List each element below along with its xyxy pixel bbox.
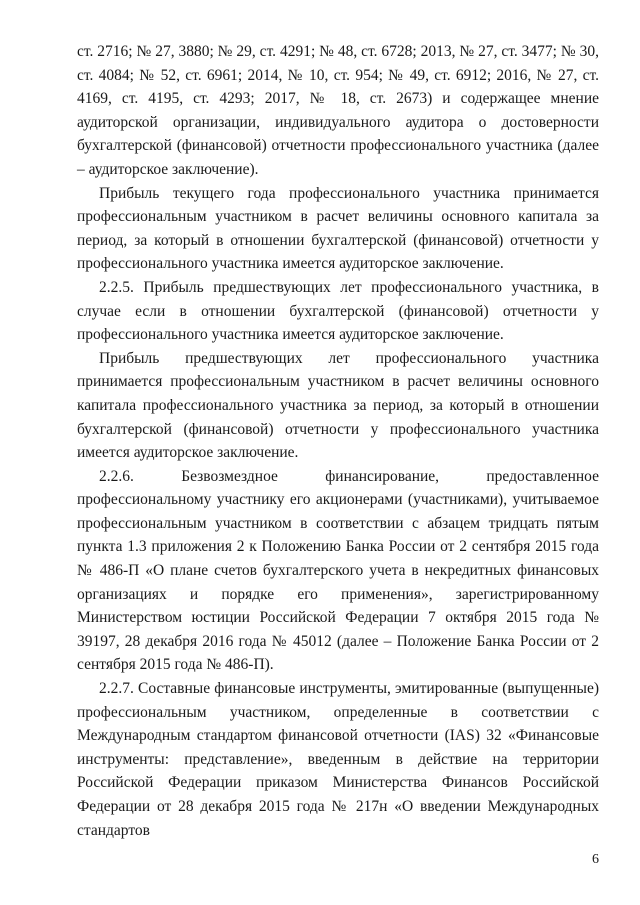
- document-page: [77, 40, 599, 842]
- paragraph-continuation: ст. 2716; № 27, 3880; № 29, ст. 4291; № 48, ст. 6728; 2013, № 27, ст. 3477; № 30, ст. 4084; № 52, ст. 6961; 2014, № 10, ст. 954; № 49, ст. 6912; 2016, № 27, ст. 4169, ст. 4195, ст. 4293; 2017, № 18, ст. 2673) и содержащее мнение аудиторской организации, индивидуального аудитора о достоверности бухгалтерской (финансовой) отчетности профессионального участника (далее – аудиторское заключение).: [77, 43, 599, 178]
- paragraph-2-2-6: 2.2.6. Безвозмездное финансирование, предоставленное профессиональному участнику его акционерами (участниками), учитываемое профессиональным участником в соответствии с абзацем тридцать пятым пункта 1.3 приложения 2 к Положению Банка России от 2 сентября 2015 года № 486-П «О плане счетов бухгалтерского учета в некредитных финансовых организациях и порядке его применения», зарегистрированному Министерством юстиции Российской Федерации 7 октября 2015 года № 39197, 28 декабря 2016 года № 45012 (далее – Положение Банка России от 2 сентября 2015 года № 486-П).: [77, 467, 599, 674]
- page-number: 6: [592, 852, 599, 867]
- paragraph-current-year-profit: Прибыль текущего года профессионального участника принимается профессиональным участником в расчет величины основного капитала за период, за который в отношении бухгалтерской (финансовой) отчетности у профессионального участника имеется аудиторское заключение.: [77, 184, 599, 273]
- paragraph-previous-years-profit: Прибыль предшествующих лет профессионального участника принимается профессиональным участником в расчет величины основного капитала профессионального участника за период, за который в отношении бухгалтерской (финансовой) отчетности у профессионального участника имеется аудиторское заключение.: [77, 349, 599, 462]
- paragraph-2-2-5: 2.2.5. Прибыль предшествующих лет профессионального участника, в случае если в отношении бухгалтерской (финансовой) отчетности у профессионального участника имеется аудиторское заключение.: [77, 278, 599, 344]
- paragraph-2-2-7: 2.2.7. Составные финансовые инструменты, эмитированные (выпущенные) профессиональным участником, определенные в соответствии с Международным стандартом финансовой отчетности (IAS) 32 «Финансовые инструменты: представление», введенным в действие на территории Российской Федерации приказом Министерства Финансов Российской Федерации от 28 декабря 2015 года № 217н «О введении Международных стандартов: [77, 680, 599, 839]
